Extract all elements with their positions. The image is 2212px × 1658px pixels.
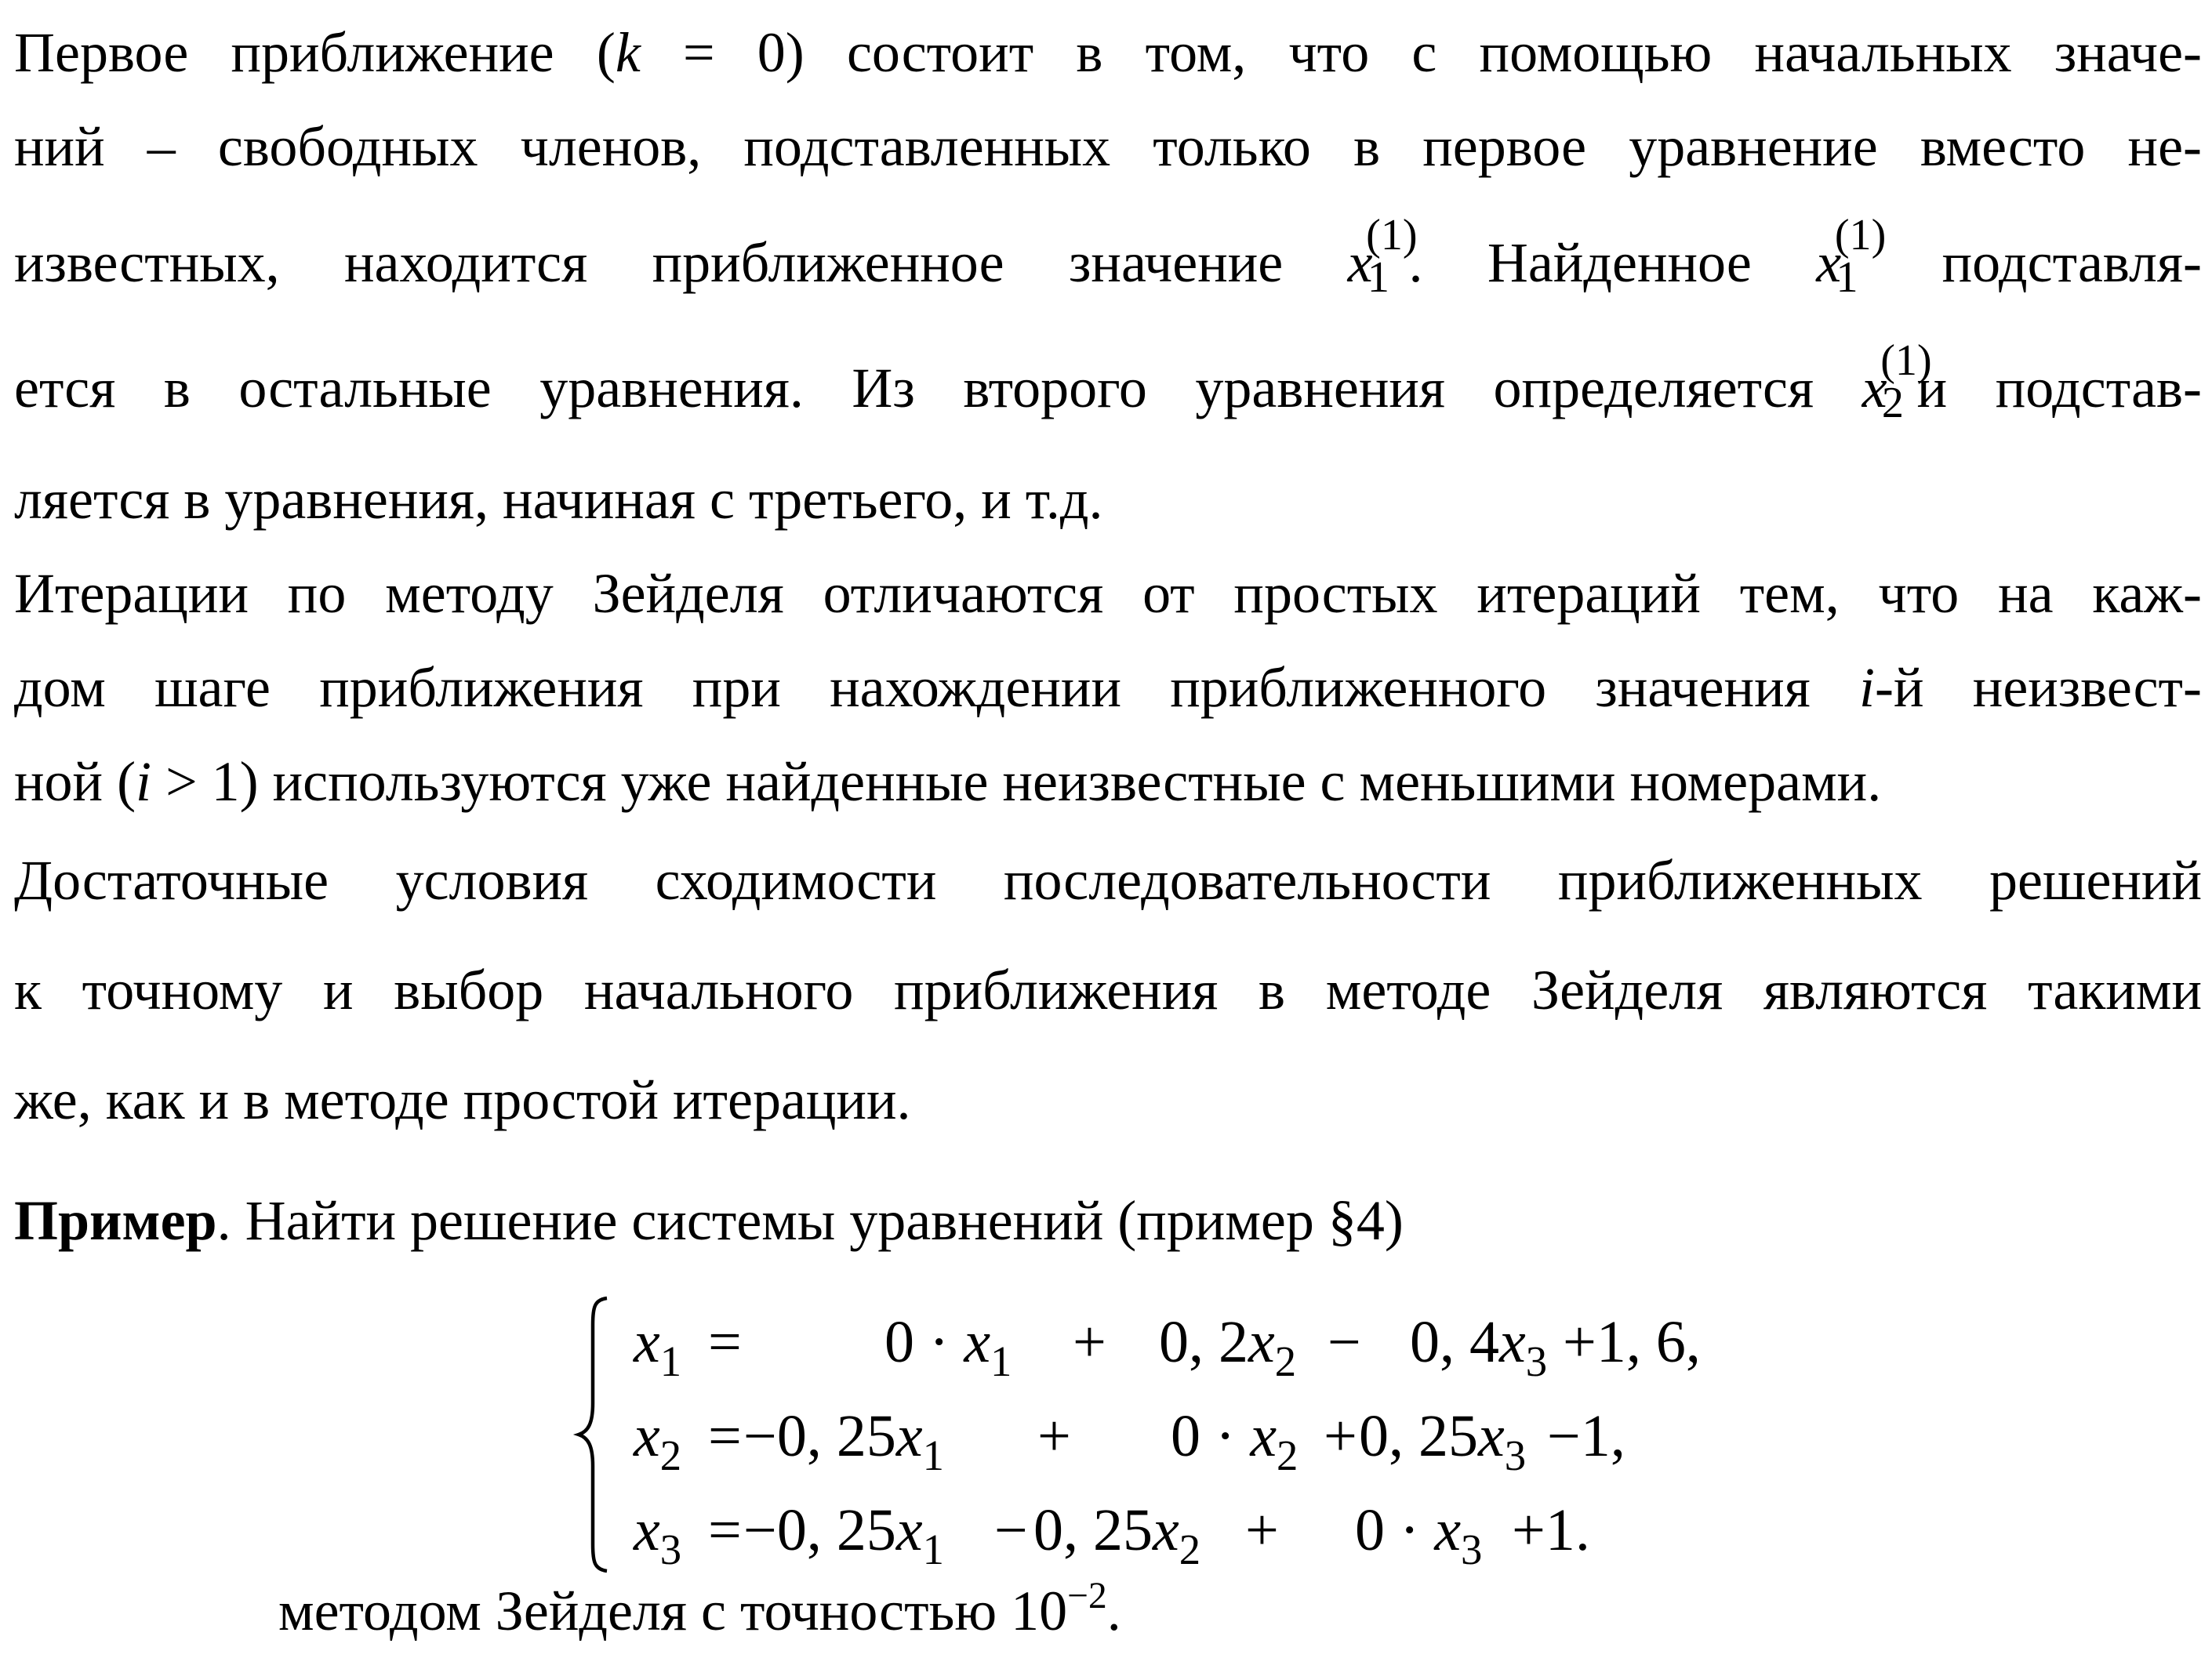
subscript: 1 [1836, 253, 1858, 303]
coef: 0, 4 [1410, 1309, 1499, 1375]
var-x: x [895, 1403, 923, 1469]
var-x: x [1499, 1309, 1526, 1375]
math-x2-sup1 [1861, 336, 1932, 428]
paragraph-1-line-1 [14, 17, 2202, 88]
subscript: 3 [659, 1525, 682, 1573]
paragraph-1-line-3 [14, 211, 2202, 303]
subscript: 1 [659, 1337, 682, 1385]
var-x: x [1861, 357, 1887, 419]
coef: 0, 25 [1359, 1403, 1478, 1469]
paragraph-3-line-1: Достаточные условия сходимости последовательности приближенных решений [14, 849, 2202, 912]
paragraph-3-line-3: же, как и в методе простой итерации. [14, 1068, 911, 1131]
subscript: 1 [922, 1431, 944, 1479]
text-span: -й неизвест- [1875, 656, 2202, 719]
paragraph-1-line-5: ляется в уравнения, начиная с третьего, и т.д. [14, 468, 1103, 531]
eq-sign: = [708, 1309, 742, 1375]
var-x: x [1153, 1497, 1179, 1563]
exponent: −2 [1067, 1575, 1107, 1616]
var-x: x [1816, 231, 1842, 294]
eq-lhs [634, 1397, 681, 1481]
subscript: 1 [990, 1337, 1012, 1385]
paragraph-1-line-4 [14, 336, 2203, 428]
eq-operator: − [1328, 1309, 1361, 1375]
var-x: x [1347, 231, 1373, 294]
superscript: (1) [1834, 211, 1887, 260]
footer-line [278, 1576, 1376, 1653]
eq-operator: + [1037, 1403, 1071, 1469]
paragraph-2-line-1: Итерации по методу Зейделя отличаются от простых итераций тем, что на каж- [14, 562, 2202, 625]
subscript: 1 [922, 1525, 944, 1573]
subscript: 3 [1525, 1337, 1548, 1385]
coef: 0, 2 [1159, 1309, 1248, 1375]
coef: −0, 25 [743, 1497, 896, 1563]
var-x: x [634, 1403, 660, 1469]
var-x: x [1434, 1497, 1462, 1563]
text-span: подставля- [1941, 231, 2202, 294]
eq-term-1 [884, 1303, 1012, 1387]
subscript: 2 [1179, 1525, 1201, 1573]
text-span: ной ( [14, 750, 136, 813]
text-span: известных, находится приближенное значение [14, 231, 1284, 294]
coef: 0, 25 [1033, 1497, 1153, 1563]
text-span: и подстав- [1916, 357, 2203, 419]
example-label: Пример [14, 1189, 217, 1252]
left-brace-icon [572, 1293, 619, 1576]
paragraph-1-line-2: ний – свободных членов, подставленных только в первое уравнение вместо не- [14, 115, 2202, 178]
var-i: i [136, 750, 152, 813]
eq-term-2 [1033, 1491, 1200, 1575]
eq-lhs [634, 1303, 681, 1387]
var-x: x [634, 1497, 660, 1563]
eq-sign: = [708, 1403, 742, 1469]
example-heading [14, 1185, 2202, 1256]
eq-tail: +1. [1512, 1497, 1590, 1563]
text-span: методом Зейделя с точностью 10 [278, 1580, 1068, 1642]
coef: 0 · [884, 1309, 964, 1375]
superscript: (1) [1366, 211, 1418, 260]
var-x: x [1478, 1403, 1505, 1469]
eq-term-3 [1359, 1397, 1526, 1481]
var-x: x [1250, 1403, 1277, 1469]
eq-term-2 [1171, 1397, 1298, 1481]
var-k: k [615, 21, 641, 84]
eq-tail: −1, [1547, 1403, 1625, 1469]
paragraph-3-line-2: к точному и выбор начального приближения в методе Зейделя являются такими [14, 959, 2202, 1021]
eq-sign: = [708, 1497, 742, 1563]
var-x: x [964, 1309, 991, 1375]
eq-term-2 [1159, 1303, 1296, 1387]
subscript: 2 [659, 1431, 682, 1479]
text-span: . Найденное [1408, 231, 1752, 294]
var-x: x [895, 1497, 923, 1563]
eq-operator: + [1324, 1403, 1357, 1469]
eq-lhs [634, 1491, 681, 1575]
coef: 0 · [1171, 1403, 1251, 1469]
eq-term-3 [1355, 1491, 1482, 1575]
eq-term-1 [743, 1491, 944, 1575]
eq-operator: + [1073, 1309, 1106, 1375]
eq-operator: − [994, 1497, 1028, 1563]
subscript: 2 [1881, 379, 1904, 428]
text-span: = 0) состоит в том, что с помощью начальных значе- [640, 21, 2203, 84]
paragraph-2-line-2 [14, 652, 2202, 723]
eq-tail: +1, 6, [1563, 1309, 1701, 1375]
equation-system [572, 1293, 1701, 1576]
paragraph-2-line-3 [14, 746, 2202, 817]
eq-operator: + [1245, 1497, 1279, 1563]
text-span: . [1106, 1580, 1121, 1642]
coef: 0 · [1355, 1497, 1435, 1563]
subscript: 3 [1461, 1525, 1483, 1573]
var-x: x [634, 1309, 660, 1375]
var-x: x [1248, 1309, 1275, 1375]
text-span: ется в остальные уравнения. Из второго уравнения определяется [14, 357, 1814, 419]
coef: −0, 25 [743, 1403, 896, 1469]
superscript: (1) [1880, 336, 1932, 386]
subscript: 1 [1367, 253, 1389, 303]
subscript: 2 [1274, 1337, 1297, 1385]
subscript: 3 [1504, 1431, 1527, 1479]
text-span: Первое приближение ( [14, 21, 616, 84]
eq-term-3 [1410, 1303, 1547, 1387]
math-x1-sup1 [1816, 211, 1887, 303]
subscript: 2 [1277, 1431, 1299, 1479]
text-span: > 1) используются уже найденные неизвестные с меньшими номерами. [151, 750, 1882, 813]
text-span: дом шаге приближения при нахождении приближенного значения [14, 656, 1860, 719]
var-i: i [1859, 656, 1876, 719]
eq-term-1 [743, 1397, 944, 1481]
example-text: . Найти решение системы уравнений (пример §4) [216, 1189, 1404, 1252]
math-x1-sup1 [1347, 211, 1418, 303]
